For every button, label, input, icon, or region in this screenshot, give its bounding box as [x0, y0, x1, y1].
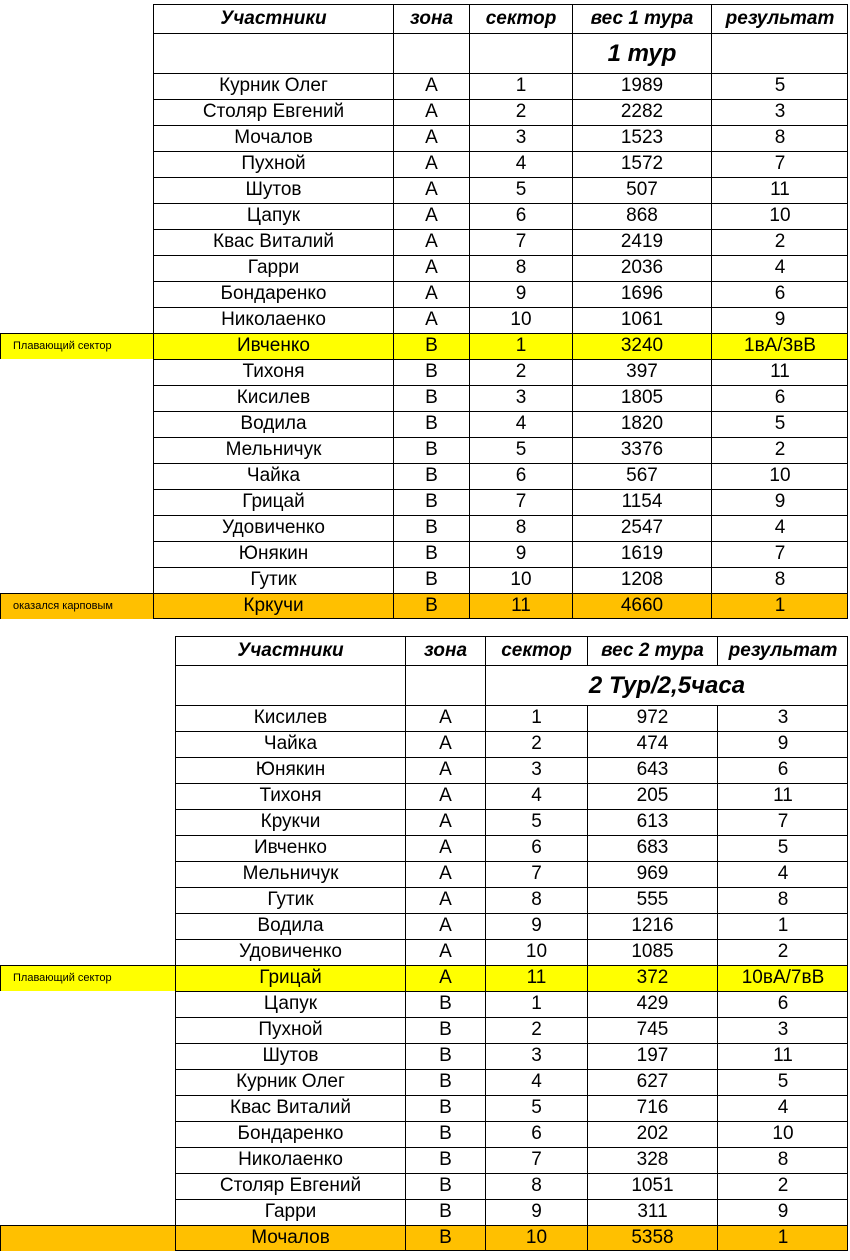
cell-weight: 1696	[572, 281, 711, 307]
cell-name: Ивченко	[153, 333, 393, 359]
row-note	[0, 567, 153, 593]
cell-result: 4	[717, 861, 848, 887]
cell-zone: A	[405, 705, 485, 731]
cell-weight: 2419	[572, 229, 711, 255]
cell-sector: 9	[469, 281, 572, 307]
cell-result: 4	[717, 1095, 848, 1121]
row-note	[0, 861, 175, 887]
cell-weight: 202	[587, 1121, 717, 1147]
cell-result: 9	[711, 307, 848, 333]
cell-result: 6	[717, 991, 848, 1017]
cell-name: Николаенко	[153, 307, 393, 333]
cell-result: 2	[711, 437, 848, 463]
cell-zone: A	[405, 809, 485, 835]
cell-weight: 555	[587, 887, 717, 913]
cell-weight: 1523	[572, 125, 711, 151]
header-sector: сектор	[485, 636, 587, 665]
row-note	[0, 705, 175, 731]
row-note	[0, 307, 153, 333]
cell-name: Пухной	[153, 151, 393, 177]
cell-weight: 716	[587, 1095, 717, 1121]
cell-result: 2	[711, 229, 848, 255]
cell-zone: B	[393, 541, 469, 567]
cell-name: Курник Олег	[175, 1069, 405, 1095]
round-title: 1 тур	[572, 33, 711, 73]
round-2-table	[0, 636, 848, 1251]
cell-sector: 10	[485, 1225, 587, 1251]
cell-sector: 3	[485, 1043, 587, 1069]
cell-weight: 969	[587, 861, 717, 887]
table-frame	[175, 636, 848, 1251]
row-note	[0, 1225, 175, 1251]
cell-name: Грицай	[153, 489, 393, 515]
row-note	[0, 809, 175, 835]
header-result: результат	[717, 636, 848, 665]
cell-zone: B	[393, 463, 469, 489]
cell-sector: 7	[485, 1147, 587, 1173]
cell-sector: 2	[469, 359, 572, 385]
cell-result: 6	[711, 385, 848, 411]
cell-weight: 197	[587, 1043, 717, 1069]
row-note: Плавающий сектор	[0, 333, 153, 359]
cell-result: 3	[711, 99, 848, 125]
row-note	[0, 1095, 175, 1121]
cell-name: Бондаренко	[153, 281, 393, 307]
cell-result: 2	[717, 939, 848, 965]
row-note	[0, 783, 175, 809]
cell-result: 1	[717, 1225, 848, 1251]
cell-zone: A	[405, 835, 485, 861]
cell-weight: 1085	[587, 939, 717, 965]
row-note	[0, 1199, 175, 1225]
cell-result: 3	[717, 705, 848, 731]
cell-sector: 8	[485, 887, 587, 913]
cell-zone: B	[393, 437, 469, 463]
row-note	[0, 887, 175, 913]
cell-name: Мельничук	[175, 861, 405, 887]
cell-sector: 11	[469, 593, 572, 619]
cell-result: 9	[711, 489, 848, 515]
cell-name: Тихоня	[153, 359, 393, 385]
cell-name: Мельничук	[153, 437, 393, 463]
cell-name: Шутов	[175, 1043, 405, 1069]
cell-result: 1	[717, 913, 848, 939]
cell-zone: B	[405, 991, 485, 1017]
cell-zone: B	[393, 515, 469, 541]
cell-sector: 4	[485, 1069, 587, 1095]
cell-sector: 4	[469, 151, 572, 177]
cell-name: Удовиченко	[153, 515, 393, 541]
cell-weight: 1619	[572, 541, 711, 567]
header-weight: вес 2 тура	[587, 636, 717, 665]
row-note	[0, 151, 153, 177]
cell-weight: 745	[587, 1017, 717, 1043]
cell-name: Юнякин	[153, 541, 393, 567]
cell-sector: 8	[469, 255, 572, 281]
cell-result: 10	[717, 1121, 848, 1147]
cell-sector: 5	[485, 1095, 587, 1121]
cell-weight: 972	[587, 705, 717, 731]
cell-weight: 683	[587, 835, 717, 861]
cell-zone: A	[405, 887, 485, 913]
cell-sector: 3	[469, 385, 572, 411]
cell-name: Мочалов	[175, 1225, 405, 1251]
cell-sector: 9	[485, 913, 587, 939]
cell-weight: 1216	[587, 913, 717, 939]
row-note	[0, 203, 153, 229]
cell-zone: A	[393, 281, 469, 307]
cell-weight: 205	[587, 783, 717, 809]
cell-name: Гутик	[175, 887, 405, 913]
cell-weight: 1989	[572, 73, 711, 99]
row-note	[0, 515, 153, 541]
cell-result: 4	[711, 255, 848, 281]
cell-weight: 5358	[587, 1225, 717, 1251]
cell-sector: 2	[485, 1017, 587, 1043]
cell-result: 11	[717, 1043, 848, 1069]
cell-sector: 11	[485, 965, 587, 991]
cell-weight: 474	[587, 731, 717, 757]
cell-result: 6	[717, 757, 848, 783]
cell-weight: 1208	[572, 567, 711, 593]
cell-zone: A	[405, 731, 485, 757]
round-title: 2 Тур/2,5часа	[485, 665, 848, 705]
cell-zone: B	[405, 1147, 485, 1173]
cell-zone: A	[393, 255, 469, 281]
cell-name: Цапук	[175, 991, 405, 1017]
cell-zone: A	[405, 965, 485, 991]
row-note	[0, 177, 153, 203]
cell-sector: 5	[469, 177, 572, 203]
cell-weight: 328	[587, 1147, 717, 1173]
cell-result: 10	[711, 463, 848, 489]
cell-sector: 1	[469, 73, 572, 99]
cell-result: 8	[717, 887, 848, 913]
header-result: результат	[711, 4, 848, 33]
cell-sector: 9	[485, 1199, 587, 1225]
row-note	[0, 489, 153, 515]
cell-result: 10	[711, 203, 848, 229]
cell-sector: 2	[485, 731, 587, 757]
cell-name: Тихоня	[175, 783, 405, 809]
cell-result: 8	[717, 1147, 848, 1173]
row-note	[0, 281, 153, 307]
row-note	[0, 913, 175, 939]
cell-name: Крукчи	[175, 809, 405, 835]
cell-sector: 7	[469, 229, 572, 255]
cell-zone: A	[405, 913, 485, 939]
cell-weight: 1154	[572, 489, 711, 515]
row-note	[0, 939, 175, 965]
cell-name: Гарри	[175, 1199, 405, 1225]
cell-zone: A	[405, 939, 485, 965]
cell-sector: 10	[469, 307, 572, 333]
cell-name: Юнякин	[175, 757, 405, 783]
cell-name: Столяр Евгений	[175, 1173, 405, 1199]
cell-weight: 429	[587, 991, 717, 1017]
cell-zone: B	[393, 593, 469, 619]
cell-weight: 397	[572, 359, 711, 385]
cell-result: 11	[711, 177, 848, 203]
cell-zone: A	[393, 307, 469, 333]
cell-result: 7	[711, 541, 848, 567]
cell-name: Шутов	[153, 177, 393, 203]
cell-result: 1вA/3вB	[711, 333, 848, 359]
cell-zone: B	[393, 567, 469, 593]
cell-sector: 7	[485, 861, 587, 887]
row-note	[0, 541, 153, 567]
row-note	[0, 411, 153, 437]
cell-name: Водила	[153, 411, 393, 437]
cell-result: 2	[717, 1173, 848, 1199]
row-note	[0, 125, 153, 151]
cell-weight: 2282	[572, 99, 711, 125]
row-note	[0, 359, 153, 385]
cell-weight: 627	[587, 1069, 717, 1095]
cell-weight: 372	[587, 965, 717, 991]
cell-zone: A	[393, 99, 469, 125]
cell-zone: A	[405, 757, 485, 783]
cell-sector: 1	[485, 991, 587, 1017]
cell-result: 1	[711, 593, 848, 619]
cell-sector: 10	[485, 939, 587, 965]
cell-zone: B	[405, 1069, 485, 1095]
cell-weight: 868	[572, 203, 711, 229]
cell-weight: 1572	[572, 151, 711, 177]
cell-zone: A	[393, 229, 469, 255]
cell-zone: A	[405, 783, 485, 809]
cell-name: Бондаренко	[175, 1121, 405, 1147]
cell-zone: A	[405, 861, 485, 887]
row-note	[0, 463, 153, 489]
cell-sector: 2	[469, 99, 572, 125]
cell-zone: B	[393, 385, 469, 411]
cell-zone: B	[405, 1199, 485, 1225]
cell-name: Квас Виталий	[153, 229, 393, 255]
cell-name: Гутик	[153, 567, 393, 593]
cell-result: 9	[717, 731, 848, 757]
round-1-table	[0, 4, 848, 619]
header-sector: сектор	[469, 4, 572, 33]
cell-result: 7	[711, 151, 848, 177]
cell-zone: A	[393, 125, 469, 151]
row-note	[0, 255, 153, 281]
cell-name: Мочалов	[153, 125, 393, 151]
cell-result: 8	[711, 567, 848, 593]
cell-name: Удовиченко	[175, 939, 405, 965]
cell-weight: 1820	[572, 411, 711, 437]
cell-sector: 6	[469, 203, 572, 229]
row-note	[0, 385, 153, 411]
cell-result: 3	[717, 1017, 848, 1043]
header-zone: зона	[393, 4, 469, 33]
row-note	[0, 731, 175, 757]
cell-sector: 6	[485, 835, 587, 861]
row-note	[0, 229, 153, 255]
row-note	[0, 1147, 175, 1173]
cell-name: Чайка	[153, 463, 393, 489]
row-note	[0, 1121, 175, 1147]
table-frame	[153, 4, 848, 619]
cell-zone: B	[405, 1043, 485, 1069]
cell-sector: 6	[485, 1121, 587, 1147]
cell-weight: 613	[587, 809, 717, 835]
cell-name: Грицай	[175, 965, 405, 991]
cell-sector: 10	[469, 567, 572, 593]
row-note	[0, 1043, 175, 1069]
header-name: Участники	[175, 636, 405, 665]
cell-zone: B	[393, 411, 469, 437]
row-note	[0, 73, 153, 99]
header-weight: вес 1 тура	[572, 4, 711, 33]
cell-name: Квас Виталий	[175, 1095, 405, 1121]
cell-sector: 1	[485, 705, 587, 731]
cell-weight: 1051	[587, 1173, 717, 1199]
cell-sector: 4	[469, 411, 572, 437]
cell-result: 11	[711, 359, 848, 385]
cell-weight: 643	[587, 757, 717, 783]
cell-zone: B	[405, 1095, 485, 1121]
cell-name: Кисилев	[153, 385, 393, 411]
cell-zone: B	[393, 489, 469, 515]
cell-name: Кисилев	[175, 705, 405, 731]
cell-weight: 507	[572, 177, 711, 203]
cell-name: Пухной	[175, 1017, 405, 1043]
cell-sector: 8	[485, 1173, 587, 1199]
cell-weight: 3376	[572, 437, 711, 463]
cell-result: 5	[717, 835, 848, 861]
cell-result: 10вA/7вB	[717, 965, 848, 991]
cell-result: 4	[711, 515, 848, 541]
row-note: оказался карповым	[0, 593, 153, 619]
cell-result: 5	[711, 73, 848, 99]
row-note	[0, 991, 175, 1017]
cell-name: Водила	[175, 913, 405, 939]
cell-result: 7	[717, 809, 848, 835]
cell-sector: 1	[469, 333, 572, 359]
cell-name: Николаенко	[175, 1147, 405, 1173]
header-zone: зона	[405, 636, 485, 665]
cell-zone: A	[393, 73, 469, 99]
cell-zone: B	[393, 359, 469, 385]
row-note	[0, 757, 175, 783]
cell-name: Гарри	[153, 255, 393, 281]
cell-sector: 5	[469, 437, 572, 463]
cell-sector: 5	[485, 809, 587, 835]
cell-zone: A	[393, 203, 469, 229]
cell-result: 11	[717, 783, 848, 809]
row-note	[0, 1069, 175, 1095]
row-note: Плавающий сектор	[0, 965, 175, 991]
cell-weight: 1805	[572, 385, 711, 411]
cell-weight: 311	[587, 1199, 717, 1225]
cell-zone: B	[405, 1225, 485, 1251]
cell-sector: 3	[469, 125, 572, 151]
cell-zone: A	[393, 177, 469, 203]
cell-sector: 4	[485, 783, 587, 809]
cell-zone: B	[393, 333, 469, 359]
cell-zone: B	[405, 1121, 485, 1147]
cell-name: Кркучи	[153, 593, 393, 619]
cell-weight: 567	[572, 463, 711, 489]
cell-result: 5	[717, 1069, 848, 1095]
cell-name: Столяр Евгений	[153, 99, 393, 125]
row-note	[0, 1173, 175, 1199]
cell-name: Чайка	[175, 731, 405, 757]
cell-sector: 6	[469, 463, 572, 489]
cell-weight: 4660	[572, 593, 711, 619]
cell-result: 6	[711, 281, 848, 307]
cell-zone: B	[405, 1173, 485, 1199]
cell-name: Курник Олег	[153, 73, 393, 99]
cell-name: Цапук	[153, 203, 393, 229]
row-note	[0, 437, 153, 463]
cell-zone: B	[405, 1017, 485, 1043]
header-name: Участники	[153, 4, 393, 33]
cell-weight: 3240	[572, 333, 711, 359]
cell-weight: 2547	[572, 515, 711, 541]
row-note	[0, 99, 153, 125]
cell-weight: 1061	[572, 307, 711, 333]
cell-result: 9	[717, 1199, 848, 1225]
cell-weight: 2036	[572, 255, 711, 281]
row-note	[0, 835, 175, 861]
row-note	[0, 1017, 175, 1043]
cell-sector: 3	[485, 757, 587, 783]
cell-result: 5	[711, 411, 848, 437]
cell-name: Ивченко	[175, 835, 405, 861]
cell-sector: 7	[469, 489, 572, 515]
cell-result: 8	[711, 125, 848, 151]
cell-sector: 9	[469, 541, 572, 567]
cell-zone: A	[393, 151, 469, 177]
cell-sector: 8	[469, 515, 572, 541]
